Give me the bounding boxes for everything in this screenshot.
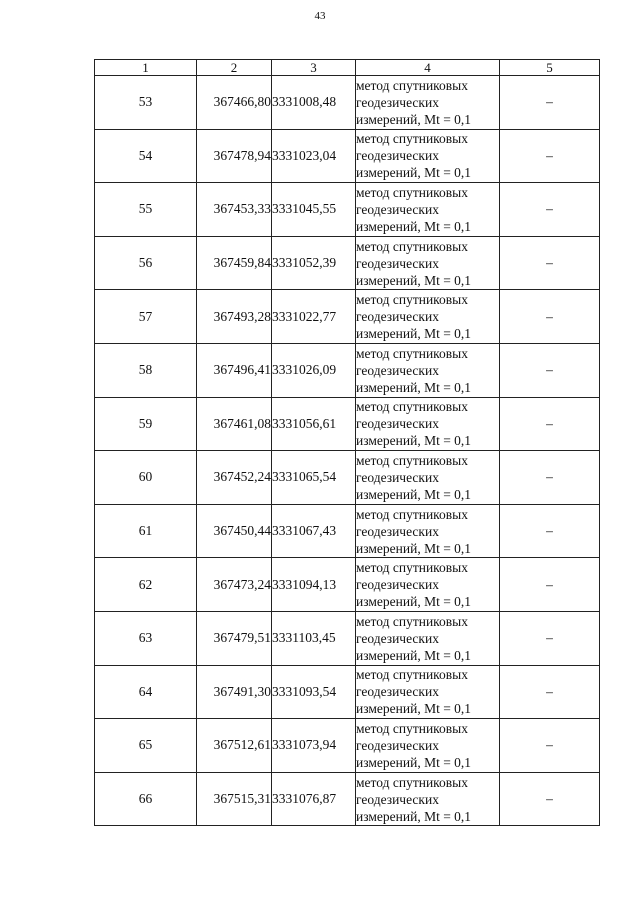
x-coordinate-cell: 367461,08 — [197, 397, 272, 451]
method-line: геодезических — [356, 577, 439, 593]
y-coordinate-cell: 3331094,13 — [272, 558, 356, 612]
col5-cell: – — [500, 719, 600, 773]
col5-cell: – — [500, 611, 600, 665]
header-col-5: 5 — [500, 60, 600, 76]
method-line: метод спутниковых — [356, 667, 468, 683]
y-coordinate-cell: 3331065,54 — [272, 451, 356, 505]
col5-cell: – — [500, 290, 600, 344]
y-coordinate-cell: 3331067,43 — [272, 504, 356, 558]
col5-cell: – — [500, 129, 600, 183]
col5-cell: – — [500, 665, 600, 719]
method-line: геодезических — [356, 630, 439, 646]
col5-cell: – — [500, 451, 600, 505]
method-line: геодезических — [356, 523, 439, 539]
header-col-2: 2 — [197, 60, 272, 76]
method-line: измерений, Mt = 0,1 — [356, 594, 472, 610]
y-coordinate-cell: 3331103,45 — [272, 611, 356, 665]
method-line: геодезических — [356, 469, 439, 485]
col5-cell: – — [500, 183, 600, 237]
method-line: геодезических — [356, 201, 439, 217]
point-number-cell: 58 — [95, 343, 197, 397]
point-number-cell: 53 — [95, 76, 197, 130]
method-cell — [356, 343, 500, 397]
table-row — [95, 129, 600, 183]
method-line: геодезических — [356, 255, 439, 271]
header-row — [95, 60, 600, 76]
header-col-1: 1 — [95, 60, 197, 76]
method-line: метод спутниковых — [356, 131, 468, 147]
point-number-cell: 60 — [95, 451, 197, 505]
x-coordinate-cell: 367491,30 — [197, 665, 272, 719]
header-col-3: 3 — [272, 60, 356, 76]
method-line: измерений, Mt = 0,1 — [356, 701, 472, 717]
point-number-cell: 56 — [95, 236, 197, 290]
page-number: 43 — [314, 10, 326, 22]
y-coordinate-cell: 3331022,77 — [272, 290, 356, 344]
x-coordinate-cell: 367453,33 — [197, 183, 272, 237]
table-row — [95, 719, 600, 773]
col5-cell: – — [500, 504, 600, 558]
method-cell — [356, 236, 500, 290]
point-number-cell: 66 — [95, 772, 197, 826]
point-number-cell: 55 — [95, 183, 197, 237]
x-coordinate-cell: 367478,94 — [197, 129, 272, 183]
table-row — [95, 451, 600, 505]
y-coordinate-cell: 3331093,54 — [272, 665, 356, 719]
point-number-cell: 65 — [95, 719, 197, 773]
y-coordinate-cell: 3331026,09 — [272, 343, 356, 397]
method-cell — [356, 665, 500, 719]
method-line: геодезических — [356, 684, 439, 700]
col5-cell: – — [500, 76, 600, 130]
method-cell — [356, 129, 500, 183]
method-cell — [356, 76, 500, 130]
col5-cell: – — [500, 397, 600, 451]
method-cell — [356, 397, 500, 451]
table-row — [95, 290, 600, 344]
col5-cell: – — [500, 236, 600, 290]
col5-cell: – — [500, 343, 600, 397]
method-line: метод спутниковых — [356, 613, 468, 629]
method-line: метод спутниковых — [356, 292, 468, 308]
method-line: измерений, Mt = 0,1 — [356, 326, 472, 342]
col5-cell: – — [500, 772, 600, 826]
method-line: геодезических — [356, 94, 439, 110]
table-row — [95, 504, 600, 558]
col5-cell: – — [500, 558, 600, 612]
table-row — [95, 76, 600, 130]
method-line: метод спутниковых — [356, 452, 468, 468]
x-coordinate-cell: 367450,44 — [197, 504, 272, 558]
x-coordinate-cell: 367496,41 — [197, 343, 272, 397]
y-coordinate-cell: 3331056,61 — [272, 397, 356, 451]
method-cell — [356, 558, 500, 612]
table-row — [95, 611, 600, 665]
x-coordinate-cell: 367515,31 — [197, 772, 272, 826]
point-number-cell: 59 — [95, 397, 197, 451]
method-line: метод спутниковых — [356, 506, 468, 522]
table-body — [95, 76, 600, 826]
y-coordinate-cell: 3331023,04 — [272, 129, 356, 183]
x-coordinate-cell: 367473,24 — [197, 558, 272, 612]
y-coordinate-cell: 3331008,48 — [272, 76, 356, 130]
method-cell — [356, 290, 500, 344]
method-line: геодезических — [356, 148, 439, 164]
method-line: геодезических — [356, 416, 439, 432]
x-coordinate-cell: 367466,80 — [197, 76, 272, 130]
method-line: измерений, Mt = 0,1 — [356, 218, 472, 234]
table-row — [95, 665, 600, 719]
method-line: измерений, Mt = 0,1 — [356, 433, 472, 449]
method-line: измерений, Mt = 0,1 — [356, 272, 472, 288]
table-row — [95, 772, 600, 826]
method-cell — [356, 504, 500, 558]
y-coordinate-cell: 3331076,87 — [272, 772, 356, 826]
method-line: метод спутниковых — [356, 399, 468, 415]
method-cell — [356, 183, 500, 237]
point-number-cell: 62 — [95, 558, 197, 612]
method-cell — [356, 451, 500, 505]
method-line: метод спутниковых — [356, 238, 468, 254]
table-header — [95, 60, 600, 76]
method-line: измерений, Mt = 0,1 — [356, 647, 472, 663]
point-number-cell: 61 — [95, 504, 197, 558]
point-number-cell: 63 — [95, 611, 197, 665]
coordinates-table — [94, 59, 600, 826]
table-row — [95, 397, 600, 451]
method-line: метод спутниковых — [356, 345, 468, 361]
method-line: измерений, Mt = 0,1 — [356, 808, 472, 824]
y-coordinate-cell: 3331045,55 — [272, 183, 356, 237]
y-coordinate-cell: 3331052,39 — [272, 236, 356, 290]
x-coordinate-cell: 367512,61 — [197, 719, 272, 773]
header-col-4: 4 — [356, 60, 500, 76]
method-line: геодезических — [356, 737, 439, 753]
point-number-cell: 54 — [95, 129, 197, 183]
x-coordinate-cell: 367459,84 — [197, 236, 272, 290]
table-row — [95, 343, 600, 397]
method-line: метод спутниковых — [356, 560, 468, 576]
y-coordinate-cell: 3331073,94 — [272, 719, 356, 773]
method-line: измерений, Mt = 0,1 — [356, 379, 472, 395]
method-line: измерений, Mt = 0,1 — [356, 540, 472, 556]
method-line: измерений, Mt = 0,1 — [356, 165, 472, 181]
method-line: метод спутниковых — [356, 720, 468, 736]
method-line: метод спутниковых — [356, 77, 468, 93]
table-row — [95, 183, 600, 237]
method-line: метод спутниковых — [356, 184, 468, 200]
method-line: измерений, Mt = 0,1 — [356, 486, 472, 502]
method-line: геодезических — [356, 791, 439, 807]
point-number-cell: 57 — [95, 290, 197, 344]
method-line: геодезических — [356, 309, 439, 325]
method-line: измерений, Mt = 0,1 — [356, 754, 472, 770]
method-cell — [356, 719, 500, 773]
method-cell — [356, 772, 500, 826]
x-coordinate-cell: 367452,24 — [197, 451, 272, 505]
x-coordinate-cell: 367479,51 — [197, 611, 272, 665]
table-row — [95, 236, 600, 290]
method-line: геодезических — [356, 362, 439, 378]
method-line: метод спутниковых — [356, 774, 468, 790]
method-cell — [356, 611, 500, 665]
x-coordinate-cell: 367493,28 — [197, 290, 272, 344]
method-line: измерений, Mt = 0,1 — [356, 111, 472, 127]
point-number-cell: 64 — [95, 665, 197, 719]
table-row — [95, 558, 600, 612]
